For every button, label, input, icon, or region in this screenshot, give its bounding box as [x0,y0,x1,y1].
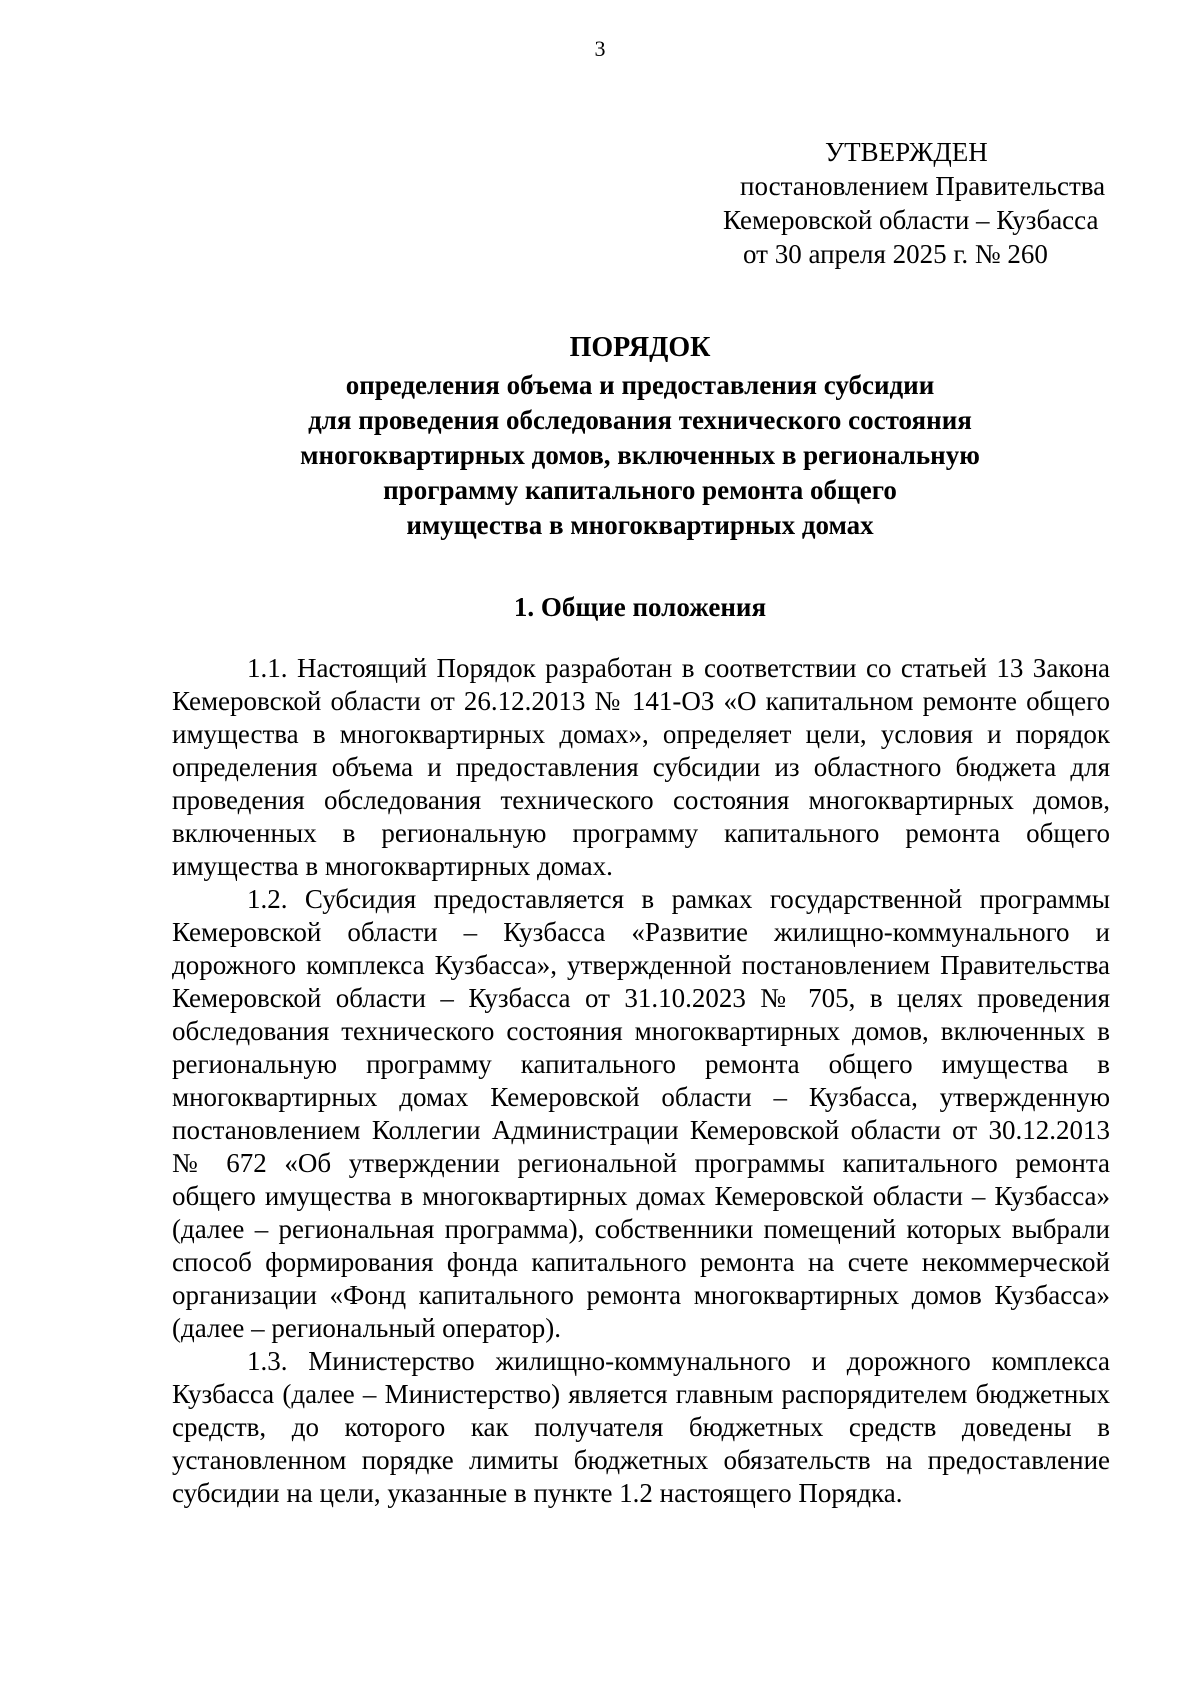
document-title [170,330,1110,543]
approval-issuer: постановлением Правительства [740,171,1106,201]
section-heading: 1. Общие положения [513,592,767,622]
document-title-line: программу капитального ремонта общего [383,475,897,505]
paragraph-1-3: 1.3. Министерство жилищно-коммунального и дорожного комплекса Кузбасса (далее – Министерство) является главным распорядителем бюджетных средств, до которого как получателя бюджетных средств доведены в установленном порядке лимиты бюджетных обязательств на предоставление субсидии на цели, указанные в пункте 1.2 настоящего Порядка. [172,1346,1110,1508]
document-title-line: для проведения обследования технического состояния [308,405,972,435]
section-body [172,652,1110,1510]
approval-region: Кемеровской области – Кузбасса [723,205,1099,235]
document-title-line: имущества в многоквартирных домах [406,510,874,540]
document-title-line: определения объема и предоставления субсидии [345,370,935,400]
document-title-line: многоквартирных домов, включенных в региональную [300,440,980,470]
paragraph-1-2: 1.2. Субсидия предоставляется в рамках государственной программы Кемеровской области – Кузбасса «Развитие жилищно-коммунального и дорожного комплекса Кузбасса», утвержденной постановлением Правительства Кемеровской области – Кузбасса от 31.10.2023 № 705, в целях проведения обследования технического состояния многоквартирных домов, включенных в региональную программу капитального ремонта общего имущества в многоквартирных домах Кемеровской области – Кузбасса, утвержденную постановлением Коллегии Администрации Кемеровской области от 30.12.2013 № 672 «Об утверждении региональной программы капитального ремонта общего имущества в многоквартирных домах Кемеровской области – Кузбасса» (далее – региональная программа), собственники помещений которых выбрали способ формирования фонда капитального ремонта на счете некоммерческой организации «Фонд капитального ремонта многоквартирных домов Кузбасса» (далее – региональный оператор). [172,884,1110,1343]
approval-title: УТВЕРЖДЕН [825,137,988,167]
approval-stamp [640,135,1130,271]
paragraph-1-1: 1.1. Настоящий Порядок разработан в соответствии со статьей 13 Закона Кемеровской области от 26.12.2013 № 141-ОЗ «О капитальном ремонте общего имущества в многоквартирных домах», определяет цели, условия и порядок определения объема и предоставления субсидии из областного бюджета для проведения обследования технического состояния многоквартирных домов, включенных в региональную программу капитального ремонта общего имущества в многоквартирных домах. [172,653,1110,881]
document-title-main: ПОРЯДОК [569,332,711,363]
page-number: 3 [594,36,606,61]
approval-date: от 30 апреля 2025 г. № 260 [743,239,1048,269]
